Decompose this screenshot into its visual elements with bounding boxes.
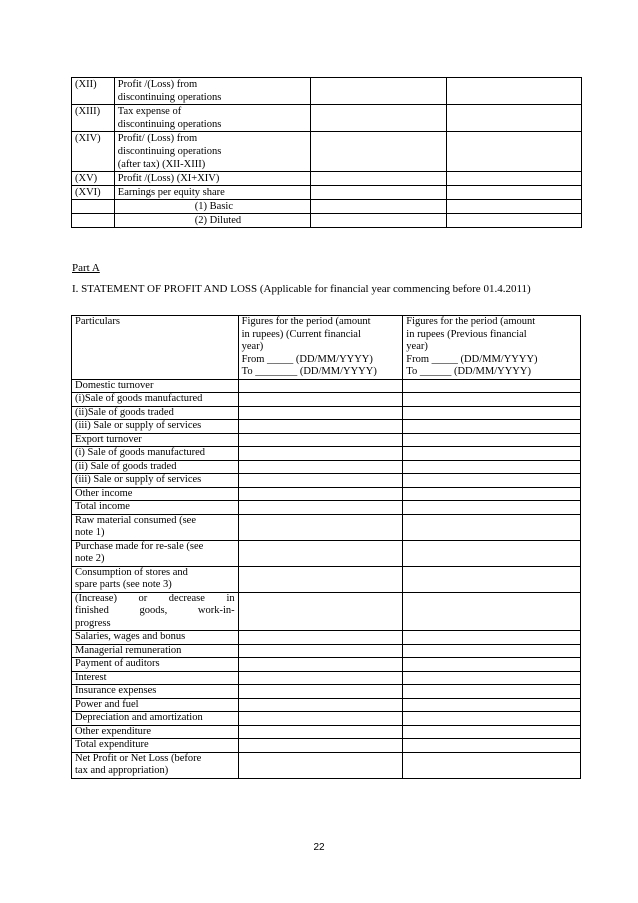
current-year-value	[238, 447, 403, 461]
table-row	[72, 105, 582, 132]
value-cell	[446, 105, 581, 132]
particular-cell	[72, 739, 239, 753]
table-row	[72, 420, 581, 434]
value-cell	[446, 200, 581, 214]
particular-line: Interest	[75, 671, 107, 683]
previous-year-value	[403, 658, 581, 672]
table-row	[72, 540, 581, 566]
particular-line: (i) Sale of goods manufactured	[75, 447, 206, 458]
header-line: Figures for the period (amount	[406, 316, 536, 327]
particular-cell	[72, 514, 239, 540]
current-year-value	[238, 406, 403, 420]
description-line: discontinuing operations	[117, 92, 222, 103]
table-row	[72, 406, 581, 420]
table-row	[72, 501, 581, 515]
header-line: To ______ (DD/MM/YYYY)	[406, 366, 531, 377]
previous-year-value	[403, 447, 581, 461]
previous-year-value	[403, 592, 581, 631]
particular-line: (iii) Sale or supply of services	[75, 474, 202, 485]
current-year-value	[238, 379, 403, 393]
particular-cell	[72, 447, 239, 461]
particular-line: Insurance expenses	[75, 685, 157, 696]
current-year-value	[238, 671, 403, 685]
particular-line: (Increase) or decrease in	[75, 592, 235, 604]
value-cell	[311, 172, 447, 186]
current-year-value	[238, 739, 403, 753]
previous-year-value	[403, 406, 581, 420]
particular-line: finished goods, work-in-	[75, 605, 235, 616]
page-number: 22	[313, 842, 325, 853]
current-year-value	[238, 433, 403, 447]
profit-loss-table-body	[72, 316, 581, 779]
particular-cell	[72, 698, 239, 712]
particular-line: note 2)	[75, 553, 105, 564]
current-year-value	[238, 487, 403, 501]
particular-cell	[72, 420, 239, 434]
particular-line: Managerial remuneration	[75, 644, 182, 656]
current-year-value	[238, 474, 403, 488]
previous-year-value	[403, 514, 581, 540]
header-line: year)	[406, 341, 428, 352]
particular-line: (i)Sale of goods manufactured	[75, 393, 203, 404]
previous-year-header	[403, 316, 581, 380]
table-row	[72, 658, 581, 672]
particular-cell	[72, 712, 239, 726]
current-year-value	[238, 725, 403, 739]
description-line: (after tax) (XII-XIII)	[117, 159, 206, 170]
table-row	[72, 132, 582, 172]
description-line: (2) Diluted	[194, 215, 242, 226]
particular-cell	[72, 631, 239, 645]
current-year-header	[238, 316, 403, 380]
row-description	[114, 105, 310, 132]
header-line: From _____ (DD/MM/YYYY)	[406, 353, 538, 365]
particular-cell	[72, 501, 239, 515]
table-row	[72, 214, 582, 228]
particular-line: Net Profit or Net Loss (before	[75, 752, 202, 764]
table-row	[72, 685, 581, 699]
table-row	[72, 487, 581, 501]
table-row	[72, 725, 581, 739]
table-row	[72, 172, 582, 186]
particular-line: note 1)	[75, 527, 105, 538]
description-line: Earnings per equity share	[117, 187, 225, 198]
previous-year-value	[403, 460, 581, 474]
header-line: year)	[241, 341, 264, 352]
particular-line: Other income	[75, 487, 133, 499]
particular-cell	[72, 540, 239, 566]
particulars-header: Particulars	[72, 316, 239, 380]
table-row	[72, 379, 581, 393]
header-line: in rupees (Previous financial	[406, 328, 527, 340]
previous-year-value	[403, 433, 581, 447]
value-cell	[311, 105, 447, 132]
current-year-value	[238, 698, 403, 712]
current-year-value	[238, 393, 403, 407]
previous-year-value	[403, 540, 581, 566]
particular-line: Payment of auditors	[75, 658, 160, 669]
table-row	[72, 566, 581, 592]
previous-year-value	[403, 474, 581, 488]
previous-year-value	[403, 698, 581, 712]
table-row	[72, 460, 581, 474]
value-cell	[446, 186, 581, 200]
row-number	[72, 214, 115, 228]
current-year-value	[238, 540, 403, 566]
particular-cell	[72, 592, 239, 631]
particular-line: Other expenditure	[75, 725, 152, 737]
row-description	[114, 186, 310, 200]
table-row	[72, 200, 582, 214]
particular-line: Consumption of stores and	[75, 566, 188, 578]
current-year-value	[238, 592, 403, 631]
previous-year-value	[403, 725, 581, 739]
particular-cell	[72, 474, 239, 488]
particular-cell	[72, 671, 239, 685]
value-cell	[446, 214, 581, 228]
particular-line: Export turnover	[75, 433, 142, 445]
current-year-value	[238, 658, 403, 672]
part-label: Part A	[72, 262, 100, 274]
table-row	[72, 698, 581, 712]
row-number: (XV)	[72, 172, 115, 186]
particular-line: (ii) Sale of goods traded	[75, 460, 177, 472]
value-cell	[446, 172, 581, 186]
header-line: To ________ (DD/MM/YYYY)	[241, 366, 377, 377]
particular-cell	[72, 406, 239, 420]
row-number: (XIII)	[72, 105, 115, 132]
table-row	[72, 712, 581, 726]
table-row	[72, 671, 581, 685]
particular-line: Power and fuel	[75, 698, 139, 710]
particular-cell	[72, 725, 239, 739]
table-header-row	[72, 316, 581, 380]
row-number: (XIV)	[72, 132, 115, 172]
carryover-table	[71, 77, 582, 228]
value-cell	[311, 186, 447, 200]
row-description	[114, 132, 310, 172]
current-year-value	[238, 420, 403, 434]
carryover-table-body	[72, 78, 582, 228]
previous-year-value	[403, 685, 581, 699]
particular-line: Raw material consumed (see	[75, 514, 196, 526]
previous-year-value	[403, 631, 581, 645]
previous-year-value	[403, 379, 581, 393]
table-row	[72, 474, 581, 488]
particular-cell	[72, 685, 239, 699]
row-description	[114, 200, 310, 214]
current-year-value	[238, 501, 403, 515]
previous-year-value	[403, 712, 581, 726]
value-cell	[311, 78, 447, 105]
particular-line: Total income	[75, 501, 130, 512]
header-line: in rupees) (Current financial	[241, 328, 361, 340]
table-row	[72, 752, 581, 778]
table-row	[72, 393, 581, 407]
particular-cell	[72, 644, 239, 658]
description-line: discontinuing operations	[117, 146, 222, 157]
value-cell	[311, 200, 447, 214]
particular-line: Depreciation and amortization	[75, 712, 203, 723]
particular-cell	[72, 379, 239, 393]
section-title: I. STATEMENT OF PROFIT AND LOSS (Applicable for financial year commencing before 01.4.2011)	[72, 283, 531, 295]
previous-year-value	[403, 566, 581, 592]
particular-line: tax and appropriation)	[75, 765, 169, 776]
current-year-value	[238, 644, 403, 658]
particular-cell	[72, 460, 239, 474]
particular-line: Total expenditure	[75, 739, 149, 750]
previous-year-value	[403, 487, 581, 501]
previous-year-value	[403, 739, 581, 753]
row-description	[114, 214, 310, 228]
particular-line: Salaries, wages and bonus	[75, 631, 186, 642]
particular-line: (iii) Sale or supply of services	[75, 420, 202, 431]
description-line: Profit /(Loss) from	[117, 79, 198, 90]
header-line: Figures for the period (amount	[241, 316, 371, 327]
description-line: discontinuing operations	[117, 119, 222, 130]
current-year-value	[238, 566, 403, 592]
particular-line: spare parts (see note 3)	[75, 579, 172, 590]
description-line: Profit/ (Loss) from	[117, 133, 198, 144]
header-line: From _____ (DD/MM/YYYY)	[241, 353, 373, 365]
particular-cell	[72, 433, 239, 447]
description-line: Tax expense of	[117, 106, 182, 117]
particular-line: (ii)Sale of goods traded	[75, 406, 174, 418]
previous-year-value	[403, 420, 581, 434]
particular-line: Domestic turnover	[75, 379, 154, 391]
table-row	[72, 739, 581, 753]
value-cell	[311, 132, 447, 172]
previous-year-value	[403, 393, 581, 407]
particular-cell	[72, 393, 239, 407]
table-row	[72, 644, 581, 658]
previous-year-value	[403, 671, 581, 685]
previous-year-value	[403, 752, 581, 778]
current-year-value	[238, 752, 403, 778]
value-cell	[446, 132, 581, 172]
current-year-value	[238, 631, 403, 645]
particular-line: Purchase made for re-sale (see	[75, 540, 204, 552]
value-cell	[311, 214, 447, 228]
particular-cell	[72, 566, 239, 592]
row-description	[114, 78, 310, 105]
description-line: (1) Basic	[194, 201, 233, 212]
previous-year-value	[403, 501, 581, 515]
table-row	[72, 78, 582, 105]
current-year-value	[238, 712, 403, 726]
particular-cell	[72, 752, 239, 778]
table-row	[72, 447, 581, 461]
row-number: (XII)	[72, 78, 115, 105]
description-line: Profit /(Loss) (XI+XIV)	[117, 173, 220, 184]
value-cell	[446, 78, 581, 105]
previous-year-value	[403, 644, 581, 658]
table-row	[72, 631, 581, 645]
table-row	[72, 514, 581, 540]
row-number	[72, 200, 115, 214]
particular-cell	[72, 487, 239, 501]
particular-line: progress	[75, 617, 111, 629]
current-year-value	[238, 460, 403, 474]
current-year-value	[238, 514, 403, 540]
row-description	[114, 172, 310, 186]
profit-loss-table	[71, 315, 581, 779]
particular-cell	[72, 658, 239, 672]
table-row	[72, 433, 581, 447]
table-row	[72, 592, 581, 631]
row-number: (XVI)	[72, 186, 115, 200]
current-year-value	[238, 685, 403, 699]
table-row	[72, 186, 582, 200]
